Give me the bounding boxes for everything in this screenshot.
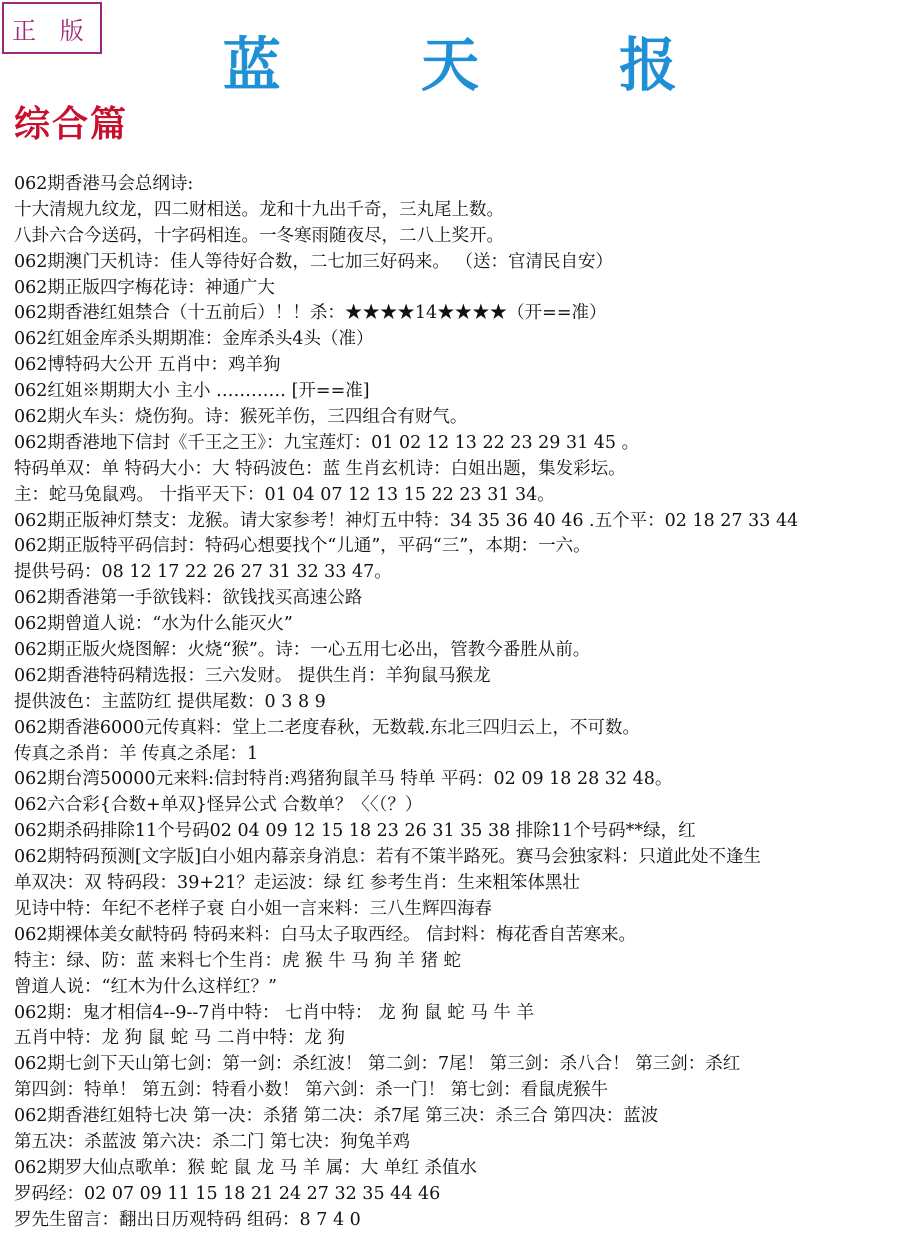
text-line: 062期特码预测[文字版]白小姐内幕亲身消息：若有不策半路死。赛马会独家料：只道此处不逢生 — [14, 847, 762, 868]
text-line: 特主：绿、防：蓝 来料七个生肖：虎 猴 牛 马 狗 羊 猪 蛇 — [14, 950, 462, 971]
text-line: 八卦六合今送码，十字码相连。一冬寒雨随夜尽，二八上奖开。 — [14, 225, 504, 246]
content-lines — [14, 172, 900, 1234]
text-line: 062期香港特码精选报：三六发财。 提供生肖：羊狗鼠马猴龙 — [14, 665, 491, 686]
page-title: 蓝 天 报 — [222, 31, 738, 99]
text-line: 062期香港红姐禁合（十五前后）！！杀：★★★★14★★★★（开==准） — [14, 303, 607, 324]
text-line: 062期火车头：烧伤狗。诗：猴死羊伤，三四组合有财气。 — [14, 407, 468, 428]
text-line: 062期七剑下天山第七剑：第一剑：杀红波！ 第二剑：7尾！ 第三剑：杀八合！ 第三剑：杀红 — [14, 1054, 741, 1075]
text-line: 传真之杀肖：羊 传真之杀尾：1 — [14, 743, 259, 764]
text-line: 062期香港马会总纲诗: — [14, 174, 194, 194]
text-line: 062六合彩{合数+单双}怪异公式 合数单？〈〈（？） — [14, 795, 423, 816]
text-line: 五肖中特：龙 狗 鼠 蛇 马 二肖中特：龙 狗 — [14, 1028, 345, 1049]
text-line: 主：蛇马兔鼠鸡。 十指平天下：01 04 07 12 13 15 22 23 31 34。 — [14, 484, 555, 505]
text-line: 062期正版特平码信封：特码心想要找个“儿通”，平码“三”，本期：一六。 — [14, 536, 591, 557]
text-line: 罗先生留言：翻出日历观特码 组码：8 7 4 0 — [14, 1209, 361, 1230]
text-line: 第五决：杀蓝波 第六决：杀二门 第七决：狗兔羊鸡 — [14, 1131, 411, 1152]
text-line: 十大清规九纹龙，四二财相送。龙和十九出千奇，三丸尾上数。 — [14, 199, 504, 220]
text-line: 单双决：双 特码段：39+21？走运波：绿 红 参考生肖：生来粗笨体黑壮 — [14, 873, 580, 894]
text-line: 062红姐※期期大小 主小 ………… [开==准] — [14, 381, 370, 402]
authentic-badge: 正 版 — [2, 2, 102, 54]
text-line: 062红姐金库杀头期期准：金库杀头4头（准） — [14, 329, 374, 350]
text-line: 第四剑：特单！ 第五剑：特看小数！ 第六剑：杀一门！ 第七剑：看鼠虎猴牛 — [14, 1080, 609, 1101]
text-line: 062期正版火烧图解：火烧“猴”。诗：一心五用七必出，管教今番胜从前。 — [14, 640, 591, 661]
text-line: 062期正版神灯禁支：龙猴。请大家参考！神灯五中特：34 35 36 40 46 .五个平：02 18 27 33 44 — [14, 510, 799, 531]
text-line: 062期：鬼才相信4--9--7肖中特： 七肖中特： 龙 狗 鼠 蛇 马 牛 羊 — [14, 1002, 534, 1023]
text-line: 062博特码大公开 五肖中：鸡羊狗 — [14, 355, 281, 376]
text-line: 062期香港第一手欲钱料：欲钱找买高速公路 — [14, 588, 363, 609]
text-line: 062期香港红姐特七决 第一决：杀猪 第二决：杀7尾 第三决：杀三合 第四决：蓝波 — [14, 1106, 659, 1127]
text-line: 062期罗大仙点歌单：猴 蛇 鼠 龙 马 羊 属：大 单红 杀值水 — [14, 1157, 477, 1178]
text-line: 062期台湾50000元来料:信封特肖:鸡猪狗鼠羊马 特单 平码：02 09 18 28 32 48。 — [14, 769, 673, 790]
text-line: 062期香港地下信封《千王之王》：九宝莲灯：01 02 12 13 22 23 29 31 45 。 — [14, 432, 640, 453]
text-line: 062期澳门天机诗：佳人等待好合数，二七加三好码来。 （送：官清民自安） — [14, 251, 613, 272]
text-line: 提供号码：08 12 17 22 26 27 31 32 33 47。 — [14, 562, 392, 583]
text-line: 特码单双：单 特码大小：大 特码波色：蓝 生肖玄机诗：白姐出题，集发彩坛。 — [14, 458, 626, 479]
text-line: 062期正版四字梅花诗：神通广大 — [14, 277, 275, 298]
text-line: 提供波色：主蓝防红 提供尾数：0 3 8 9 — [14, 691, 326, 712]
section-title: 综合篇 — [14, 103, 129, 145]
text-line: 罗码经：02 07 09 11 15 18 21 24 27 32 35 44 46 — [14, 1183, 441, 1204]
text-line: 062期杀码排除11个号码02 04 09 12 15 18 23 26 31 35 38 排除11个号码**绿，红 — [14, 821, 696, 842]
text-line: 062期香港6000元传真料：堂上二老度春秋，无数载.东北三四归云上，不可数。 — [14, 717, 640, 738]
text-line: 曾道人说：“红木为什么这样红？” — [14, 976, 277, 997]
text-line: 见诗中特：年纪不老样子衰 白小姐一言来料：三八生辉四海春 — [14, 898, 493, 919]
text-line: 062期裸体美女献特码 特码来料：白马太子取西经。 信封料：梅花香自苦寒来。 — [14, 924, 637, 945]
text-line: 062期曾道人说：“水为什么能灭火” — [14, 614, 293, 635]
